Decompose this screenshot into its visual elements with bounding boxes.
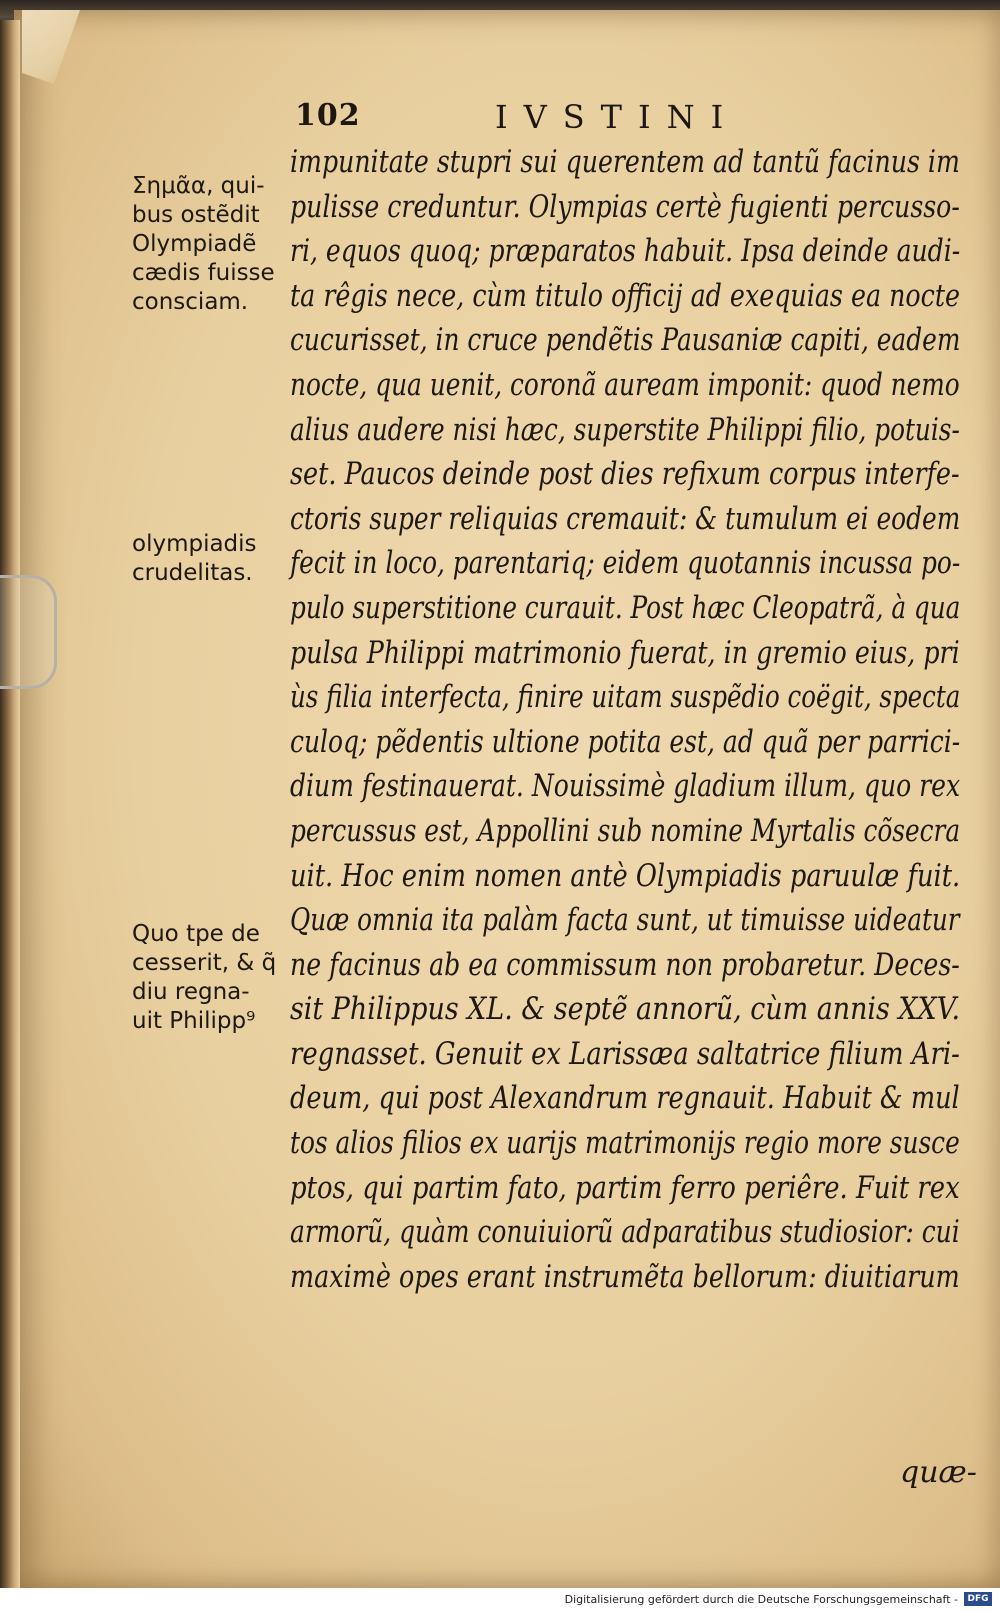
- text-line: [290, 274, 960, 319]
- text-line-content: maximè opes erant instrumẽta bellorum: diuitiarum: [290, 1258, 960, 1295]
- margin-note-line: cædis fuisse: [132, 260, 275, 286]
- text-line-content: armorũ, quàm conuiuiorũ adparatibus studiosior: cui: [290, 1214, 960, 1251]
- text-line-content: cucurisset, in cruce pendẽtis Pausaniæ capiti, eadem: [290, 322, 961, 359]
- margin-note-line: olympiadis: [132, 531, 257, 557]
- text-line: [290, 898, 960, 943]
- text-line: [290, 229, 960, 274]
- text-line-content: regnasset. Genuit ex Larissæa saltatrice filium Ari-: [290, 1035, 960, 1072]
- text-line-content: dium festinauerat. Nouissimè gladium illum, quo rex: [290, 768, 961, 805]
- text-line-content: pulo superstitione curauit. Post hæc Cleopatrã, à qua: [290, 589, 961, 626]
- text-line-content: impunitate stupri sui querentem ad tantũ facinus im: [290, 144, 960, 180]
- text-line: [290, 720, 960, 765]
- dfg-logo: DFG: [964, 1592, 992, 1606]
- text-line-content: uit. Hoc enim nomen antè Olympiadis paruulæ fuit.: [290, 857, 961, 894]
- running-title: IVSTINI: [495, 98, 740, 136]
- text-line-content: nocte, qua uenit, coronã auream imponit: quod nemo: [290, 366, 960, 403]
- margin-note-line: consciam.: [132, 289, 249, 315]
- text-line: [290, 140, 960, 185]
- text-line: [290, 631, 960, 676]
- text-line-content: percussus est, Appollini sub nomine Myrtalis cõsecra: [290, 812, 961, 849]
- margin-note-1: [132, 172, 292, 317]
- text-line: [290, 1076, 960, 1121]
- text-line: [290, 675, 960, 720]
- text-line-content: ri, equos quoq; præparatos habuit. Ipsa deinde audi-: [290, 233, 961, 270]
- text-line: [290, 1121, 960, 1166]
- page-header: [295, 98, 815, 138]
- page-number: 102: [295, 98, 361, 133]
- text-line: [290, 318, 960, 363]
- margin-note-2: [132, 530, 292, 588]
- text-line: [290, 1210, 960, 1255]
- text-line-content: fecit in loco, parentariq; eidem quotannis incussa po-: [290, 545, 961, 582]
- text-line-content: alius audere nisi hæc, superstite Philippi filio, potuis-: [290, 411, 960, 448]
- margin-note-line: Olympiadẽ: [132, 231, 257, 257]
- text-line: [290, 185, 960, 230]
- text-line-content: deum, qui post Alexandrum regnauit. Habuit & mul: [290, 1080, 960, 1117]
- page-clip: [0, 575, 57, 689]
- text-line-content: sit Philippus XL. & septẽ annorũ, cùm annis XXV.: [290, 991, 961, 1028]
- text-line-content: ta rêgis nece, cùm titulo officij ad exequias ea nocte: [290, 277, 961, 314]
- text-line: [290, 1166, 960, 1211]
- margin-note-line: uit Philipp⁹: [132, 1008, 256, 1034]
- text-line: [290, 497, 960, 542]
- text-line-content: ctoris super reliquias cremauit: & tumulum ei eodem: [290, 500, 961, 537]
- footer-credit: Digitalisierung gefördert durch die Deutsche Forschungsgemeinschaft -: [564, 1593, 958, 1606]
- text-line: [290, 809, 960, 854]
- margin-note-line: cesserit, & q̃: [132, 950, 277, 976]
- footer-bar: [0, 1588, 1000, 1612]
- margin-note-line: Σημᾶα, qui-: [132, 173, 265, 199]
- text-line-content: ptos, qui partim fato, partim ferro periêre. Fuit rex: [290, 1169, 960, 1206]
- text-line: [290, 363, 960, 408]
- text-line-content: pulsa Philippi matrimonio fuerat, in gremio eius, pri: [290, 634, 960, 671]
- margin-note-line: bus ostẽdit: [132, 202, 260, 228]
- text-line-content: ne facinus ab ea commissum non probaretur. Deces-: [290, 946, 960, 983]
- text-line-content: pulisse creduntur. Olympias certè fugienti percusso-: [290, 188, 960, 225]
- text-line: [290, 586, 960, 631]
- text-line: [290, 541, 960, 586]
- text-line: [290, 854, 960, 899]
- text-line: [290, 943, 960, 988]
- text-line-content: set. Paucos deinde post dies refixum corpus interfe-: [290, 456, 960, 493]
- main-text-block: [290, 140, 960, 1299]
- text-line: [290, 1032, 960, 1077]
- text-line-content: tos alios filios ex uarijs matrimonijs regio more susce: [290, 1125, 960, 1162]
- text-line: [290, 452, 960, 497]
- margin-note-line: diu regna-: [132, 979, 250, 1005]
- text-line: [290, 764, 960, 809]
- catchword: quæ-: [900, 1455, 977, 1490]
- text-line-content: ùs filia interfecta, finire uitam suspẽdio coëgit, specta: [290, 679, 961, 716]
- margin-note-line: crudelitas.: [132, 560, 253, 586]
- text-line-content: Quæ omnia ita palàm facta sunt, ut timuisse uideatur: [290, 902, 960, 939]
- margin-note-line: Quo tpe de: [132, 921, 260, 947]
- text-line-content: culoq; pẽdentis ultione potita est, ad quã per parrici-: [290, 723, 961, 760]
- text-line: [290, 408, 960, 453]
- text-line: [290, 1255, 960, 1300]
- margin-note-3: [132, 920, 292, 1036]
- book-edge: [0, 20, 20, 1588]
- text-line: [290, 987, 960, 1032]
